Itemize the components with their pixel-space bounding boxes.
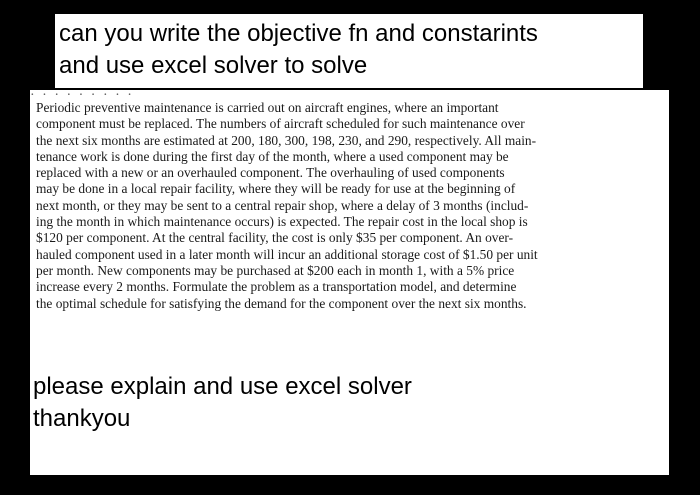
problem-line: per month. New components may be purchased at $200 each in month 1, with a 5% price bbox=[36, 262, 515, 278]
question-header-text bbox=[59, 18, 639, 82]
problem-line: $120 per component. At the central facility, the cost is only $35 per component. An over- bbox=[36, 230, 514, 246]
problem-line: increase every 2 months. Formulate the problem as a transportation model, and determine bbox=[36, 279, 517, 295]
problem-line: the next six months are estimated at 200, 180, 300, 198, 230, and 290, respectively. All main- bbox=[36, 132, 537, 148]
question-header-box bbox=[55, 14, 643, 88]
problem-line: tenance work is done during the first day of the month, where a used component may be bbox=[36, 148, 509, 164]
problem-line: may be done in a local repair facility, where they will be ready for use at the beginning of bbox=[36, 181, 516, 197]
problem-statement bbox=[36, 100, 656, 312]
problem-excerpt-box bbox=[30, 90, 669, 475]
problem-line: component must be replaced. The numbers of aircraft scheduled for such maintenance over bbox=[36, 116, 525, 132]
problem-line: hauled component used in a later month will incur an additional storage cost of $1.50 per unit bbox=[36, 246, 538, 262]
question-footer-line-1: please explain and use excel solver bbox=[33, 373, 412, 400]
cropped-previous-line: · · · · · · · · · bbox=[30, 92, 134, 100]
question-header-line-1: can you write the objective fn and constarints bbox=[59, 20, 538, 47]
problem-line: next month, or they may be sent to a central repair shop, where a delay of 3 months (includ- bbox=[36, 197, 529, 213]
question-footer-line-2: thankyou bbox=[33, 405, 131, 432]
problem-line: the optimal schedule for satisfying the demand for the component over the next six months. bbox=[36, 295, 527, 311]
question-header-line-2: and use excel solver to solve bbox=[59, 52, 368, 79]
question-footer-text bbox=[33, 371, 663, 435]
problem-line: Periodic preventive maintenance is carried out on aircraft engines, where an important bbox=[36, 100, 499, 115]
problem-line: ing the month in which maintenance occurs) is expected. The repair cost in the local shop is bbox=[36, 214, 528, 230]
problem-line: replaced with a new or an overhauled component. The overhauling of used components bbox=[36, 165, 505, 181]
